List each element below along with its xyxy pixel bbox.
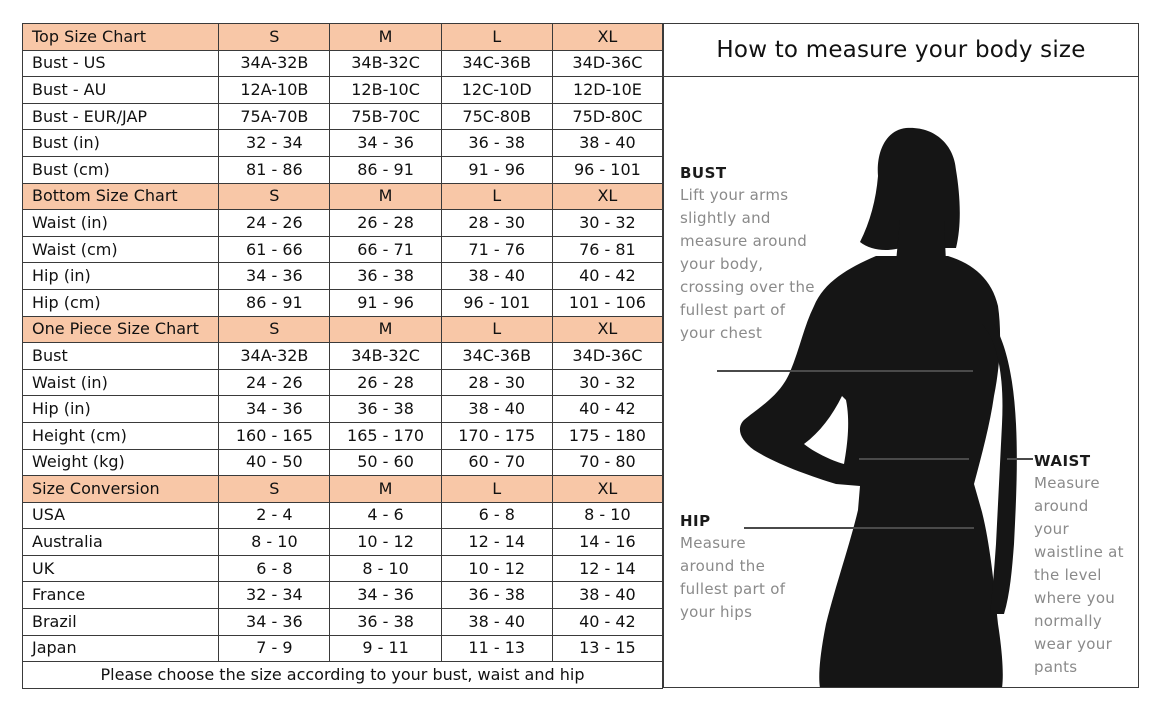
size-value-cell: 75C-80B [441,103,552,130]
size-value-cell: 36 - 38 [330,263,441,290]
bust-heading: BUST [680,164,727,182]
row-label: UK [23,555,219,582]
waist-instructions: Measure around your waistline at the level where you normally wear your pants [1034,474,1124,676]
size-column-header: M [330,476,441,503]
size-value-cell: 34 - 36 [219,609,330,636]
table-row [23,502,663,529]
size-value-cell: 36 - 38 [330,396,441,423]
size-value-cell: 75A-70B [219,103,330,130]
row-label: USA [23,502,219,529]
hip-heading: HIP [680,512,711,530]
section-title: Bottom Size Chart [23,183,219,210]
size-value-cell: 12 - 14 [441,529,552,556]
size-value-cell: 76 - 81 [552,236,662,263]
size-value-cell: 60 - 70 [441,449,552,476]
size-value-cell: 11 - 13 [441,635,552,662]
footer-row [23,662,663,689]
size-value-cell: 9 - 11 [330,635,441,662]
size-value-cell: 13 - 15 [552,635,662,662]
row-label: Waist (in) [23,369,219,396]
table-row [23,343,663,370]
size-value-cell: 34D-36C [552,50,662,77]
row-label: Brazil [23,609,219,636]
row-label: Bust (in) [23,130,219,157]
waist-heading: WAIST [1034,452,1091,470]
table-row [23,582,663,609]
table-row [23,529,663,556]
row-label: Bust - AU [23,77,219,104]
size-value-cell: 34B-32C [330,343,441,370]
size-value-cell: 6 - 8 [441,502,552,529]
size-value-cell: 38 - 40 [552,130,662,157]
size-value-cell: 32 - 34 [219,130,330,157]
table-row [23,77,663,104]
table-row [23,210,663,237]
row-label: Weight (kg) [23,449,219,476]
size-value-cell: 40 - 50 [219,449,330,476]
table-row [23,609,663,636]
size-value-cell: 96 - 101 [441,289,552,316]
row-label: Hip (in) [23,396,219,423]
size-column-header: XL [552,24,662,51]
measure-guide-panel [663,23,1139,688]
size-value-cell: 34 - 36 [219,396,330,423]
size-value-cell: 30 - 32 [552,369,662,396]
size-value-cell: 34A-32B [219,343,330,370]
size-value-cell: 6 - 8 [219,555,330,582]
size-value-cell: 38 - 40 [441,609,552,636]
section-title: One Piece Size Chart [23,316,219,343]
table-row [23,236,663,263]
size-column-header: M [330,183,441,210]
table-row [23,555,663,582]
waist-guide-line [859,458,969,460]
row-label: Hip (in) [23,263,219,290]
hip-instructions: Measure around the fullest part of your hips [680,534,786,621]
size-value-cell: 28 - 30 [441,210,552,237]
size-value-cell: 50 - 60 [330,449,441,476]
row-label: Bust - EUR/JAP [23,103,219,130]
size-value-cell: 34 - 36 [330,582,441,609]
size-value-cell: 12 - 14 [552,555,662,582]
size-value-cell: 10 - 12 [330,529,441,556]
waist-pointer-line [1007,458,1033,460]
size-value-cell: 81 - 86 [219,156,330,183]
table-row [23,449,663,476]
size-advice-note: Please choose the size according to your bust, waist and hip [23,662,663,689]
section-header-row [23,476,663,503]
section-header-row [23,24,663,51]
size-value-cell: 26 - 28 [330,210,441,237]
table-row [23,369,663,396]
table-row [23,263,663,290]
table-row [23,289,663,316]
size-value-cell: 24 - 26 [219,210,330,237]
size-value-cell: 12C-10D [441,77,552,104]
size-column-header: XL [552,476,662,503]
size-value-cell: 40 - 42 [552,396,662,423]
size-chart-table [22,23,663,689]
bust-guide-line [717,370,973,372]
size-column-header: L [441,476,552,503]
size-value-cell: 12B-10C [330,77,441,104]
size-column-header: M [330,316,441,343]
section-title: Top Size Chart [23,24,219,51]
size-column-header: L [441,316,552,343]
size-column-header: XL [552,183,662,210]
table-row [23,130,663,157]
measure-title: How to measure your body size [716,37,1086,63]
size-value-cell: 38 - 40 [441,263,552,290]
size-value-cell: 34A-32B [219,50,330,77]
size-column-header: L [441,183,552,210]
size-column-header: L [441,24,552,51]
size-value-cell: 24 - 26 [219,369,330,396]
size-value-cell: 71 - 76 [441,236,552,263]
size-value-cell: 36 - 38 [441,582,552,609]
size-value-cell: 61 - 66 [219,236,330,263]
hip-guide-line [744,527,974,529]
size-value-cell: 91 - 96 [441,156,552,183]
table-row [23,50,663,77]
size-value-cell: 70 - 80 [552,449,662,476]
size-value-cell: 36 - 38 [330,609,441,636]
table-row [23,635,663,662]
table-row [23,103,663,130]
section-header-row [23,316,663,343]
size-value-cell: 8 - 10 [330,555,441,582]
size-column-header: S [219,24,330,51]
row-label: Waist (cm) [23,236,219,263]
row-label: Bust - US [23,50,219,77]
row-label: France [23,582,219,609]
size-value-cell: 40 - 42 [552,263,662,290]
size-value-cell: 14 - 16 [552,529,662,556]
size-value-cell: 8 - 10 [552,502,662,529]
size-value-cell: 8 - 10 [219,529,330,556]
section-title: Size Conversion [23,476,219,503]
size-value-cell: 160 - 165 [219,422,330,449]
size-value-cell: 7 - 9 [219,635,330,662]
bust-instructions: Lift your arms slightly and measure around your body, crossing over the fullest part of your chest [680,186,815,342]
size-value-cell: 34D-36C [552,343,662,370]
size-value-cell: 12A-10B [219,77,330,104]
size-value-cell: 101 - 106 [552,289,662,316]
size-value-cell: 26 - 28 [330,369,441,396]
size-column-header: M [330,24,441,51]
table-row [23,156,663,183]
size-column-header: S [219,316,330,343]
size-value-cell: 10 - 12 [441,555,552,582]
table-row [23,422,663,449]
row-label: Hip (cm) [23,289,219,316]
size-value-cell: 34C-36B [441,50,552,77]
size-value-cell: 96 - 101 [552,156,662,183]
size-value-cell: 34B-32C [330,50,441,77]
size-value-cell: 34 - 36 [219,263,330,290]
table-row [23,396,663,423]
row-label: Waist (in) [23,210,219,237]
size-value-cell: 28 - 30 [441,369,552,396]
size-value-cell: 12D-10E [552,77,662,104]
size-value-cell: 165 - 170 [330,422,441,449]
size-value-cell: 86 - 91 [330,156,441,183]
size-value-cell: 91 - 96 [330,289,441,316]
size-value-cell: 66 - 71 [330,236,441,263]
size-column-header: S [219,183,330,210]
size-column-header: XL [552,316,662,343]
size-column-header: S [219,476,330,503]
size-value-cell: 40 - 42 [552,609,662,636]
size-value-cell: 175 - 180 [552,422,662,449]
row-label: Bust [23,343,219,370]
section-header-row [23,183,663,210]
row-label: Height (cm) [23,422,219,449]
size-value-cell: 34 - 36 [330,130,441,157]
size-value-cell: 30 - 32 [552,210,662,237]
row-label: Bust (cm) [23,156,219,183]
size-value-cell: 32 - 34 [219,582,330,609]
size-value-cell: 38 - 40 [552,582,662,609]
size-value-cell: 4 - 6 [330,502,441,529]
row-label: Japan [23,635,219,662]
size-value-cell: 86 - 91 [219,289,330,316]
row-label: Australia [23,529,219,556]
size-value-cell: 2 - 4 [219,502,330,529]
size-value-cell: 36 - 38 [441,130,552,157]
size-value-cell: 38 - 40 [441,396,552,423]
size-value-cell: 170 - 175 [441,422,552,449]
size-value-cell: 34C-36B [441,343,552,370]
size-value-cell: 75B-70C [330,103,441,130]
size-value-cell: 75D-80C [552,103,662,130]
